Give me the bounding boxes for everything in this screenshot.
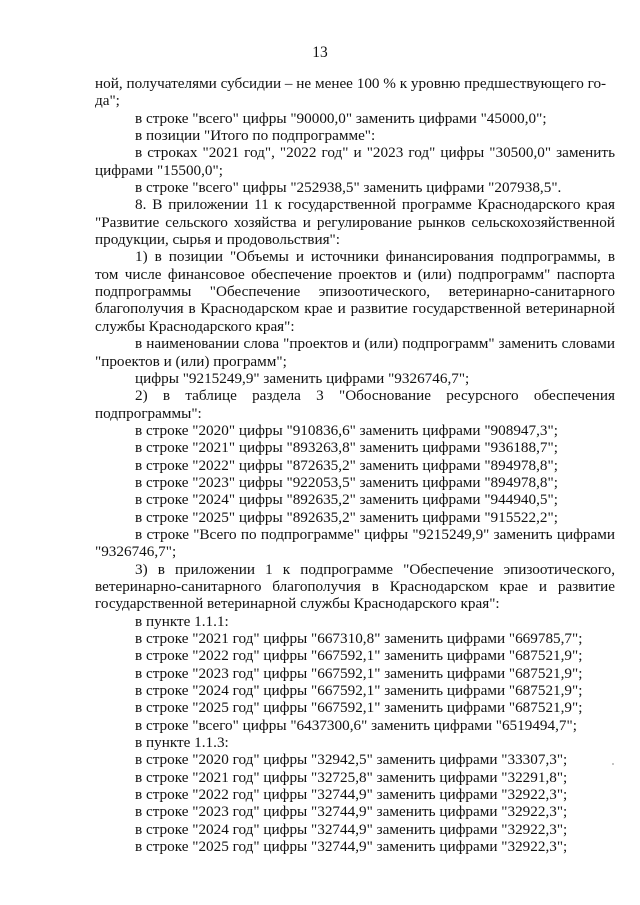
paragraph: да"; bbox=[95, 92, 120, 110]
paragraph: 1) в позиции "Объемы и источники финансирования подпрограммы, в том числе финансовое обеспечение проектов и (или) подпрограмм" паспорта подпрограммы "Обеспечение эпизоотического, ветеринарно-санитарного благополучия в Краснодарском крае и развитие государственной ветеринарной службы Краснодарского края": bbox=[95, 248, 615, 335]
paragraph: в строке "2024 год" цифры "667592,1" заменить цифрами "687521,9"; bbox=[135, 682, 583, 700]
paragraph: 8. В приложении 11 к государственной программе Краснодарского края "Развитие сельского хозяйства и регулирование рынков сельскохозяйственной продукции, сырья и продовольствия": bbox=[95, 196, 615, 249]
paragraph: в строке "2025 год" цифры "667592,1" заменить цифрами "687521,9"; bbox=[135, 699, 583, 717]
scan-speck bbox=[612, 763, 614, 765]
paragraph: в строке "2025 год" цифры "32744,9" заменить цифрами "32922,3"; bbox=[135, 838, 568, 856]
paragraph: в строке "2024" цифры "892635,2" заменить цифрами "944940,5"; bbox=[135, 491, 558, 509]
paragraph: в наименовании слова "проектов и (или) подпрограмм" заменить словами "проектов и (или) программ"; bbox=[95, 335, 615, 370]
paragraph: в строке "2020" цифры "910836,6" заменить цифрами "908947,3"; bbox=[135, 421, 558, 439]
paragraph: 2) в таблице раздела 3 "Обоснование ресурсного обеспечения подпрограммы": bbox=[95, 387, 615, 422]
paragraph: в пункте 1.1.1: bbox=[135, 612, 229, 630]
paragraph: в строке "2023 год" цифры "32744,9" заменить цифрами "32922,3"; bbox=[135, 803, 568, 821]
paragraph: в строке "2024 год" цифры "32744,9" заменить цифрами "32922,3"; bbox=[135, 820, 568, 838]
paragraph: в строке "всего" цифры "6437300,6" заменить цифрами "6519494,7"; bbox=[135, 716, 577, 734]
paragraph: в строке "Всего по подпрограмме" цифры "9215249,9" заменить цифрами "9326746,7"; bbox=[95, 525, 615, 561]
paragraph: в строке "2023" цифры "922053,5" заменить цифрами "894978,8"; bbox=[135, 473, 558, 491]
paragraph: в строке "всего" цифры "90000,0" заменить цифрами "45000,0"; bbox=[135, 109, 547, 127]
paragraph: цифры "9215249,9" заменить цифрами "9326746,7"; bbox=[135, 369, 470, 387]
document-body bbox=[95, 75, 615, 855]
paragraph: 3) в приложении 1 к подпрограмме "Обеспечение эпизоотического, ветеринарно-санитарного благополучия в Краснодарском крае и развитие государственной ветеринарной службы Краснодарского края": bbox=[95, 560, 615, 613]
paragraph: в строке "2021 год" цифры "32725,8" заменить цифрами "32291,8"; bbox=[135, 768, 568, 786]
paragraph: в строке "2022 год" цифры "32744,9" заменить цифрами "32922,3"; bbox=[135, 786, 568, 804]
paragraph: в строке "2022 год" цифры "667592,1" заменить цифрами "687521,9"; bbox=[135, 647, 583, 665]
paragraph: в строке "2025" цифры "892635,2" заменить цифрами "915522,2"; bbox=[135, 508, 558, 526]
paragraph: в строке "2022" цифры "872635,2" заменить цифрами "894978,8"; bbox=[135, 456, 558, 474]
page-number: 13 bbox=[312, 44, 328, 61]
paragraph: в строке "2021" цифры "893263,8" заменить цифрами "936188,7"; bbox=[135, 439, 558, 457]
paragraph: ной, получателями субсидии – не менее 100 % к уровню предшествующего го- bbox=[95, 75, 607, 92]
paragraph: в позиции "Итого по подпрограмме": bbox=[135, 127, 376, 145]
paragraph: в пункте 1.1.3: bbox=[135, 734, 229, 752]
paragraph: в строке "2021 год" цифры "667310,8" заменить цифрами "669785,7"; bbox=[135, 630, 583, 647]
paragraph: в строке "всего" цифры "252938,5" заменить цифрами "207938,5". bbox=[135, 179, 562, 197]
paragraph: в строке "2023 год" цифры "667592,1" заменить цифрами "687521,9"; bbox=[135, 664, 583, 682]
paragraph: в строке "2020 год" цифры "32942,5" заменить цифрами "33307,3"; bbox=[135, 751, 568, 769]
paragraph: в строках "2021 год", "2022 год" и "2023 год" цифры "30500,0" заменить цифрами "15500,0"; bbox=[95, 144, 615, 179]
